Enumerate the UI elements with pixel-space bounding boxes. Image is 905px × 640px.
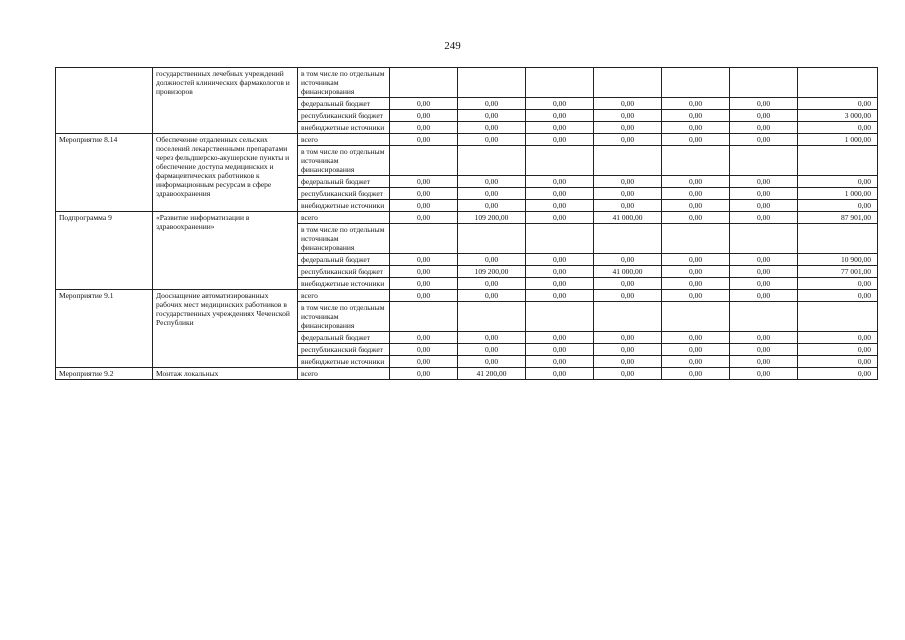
funding-source-cell: республиканский бюджет <box>298 110 390 122</box>
funding-source-cell: всего <box>298 290 390 302</box>
amount-cell <box>730 68 798 98</box>
amount-cell: 0,00 <box>526 332 594 344</box>
amount-cell: 0,00 <box>798 344 878 356</box>
amount-cell <box>526 302 594 332</box>
amount-cell: 0,00 <box>730 368 798 380</box>
amount-cell: 0,00 <box>526 134 594 146</box>
amount-cell: 0,00 <box>390 110 458 122</box>
funding-source-cell: внебюджетные источники <box>298 200 390 212</box>
amount-cell: 0,00 <box>798 122 878 134</box>
amount-cell: 87 901,00 <box>798 212 878 224</box>
amount-cell: 0,00 <box>730 200 798 212</box>
amount-cell: 0,00 <box>526 176 594 188</box>
item-code-cell: Подпрограмма 9 <box>56 212 153 290</box>
amount-cell: 0,00 <box>798 332 878 344</box>
amount-cell: 0,00 <box>458 134 526 146</box>
amount-cell: 0,00 <box>662 98 730 110</box>
amount-cell: 0,00 <box>526 356 594 368</box>
amount-cell <box>662 146 730 176</box>
amount-cell: 0,00 <box>526 266 594 278</box>
funding-source-cell: федеральный бюджет <box>298 254 390 266</box>
amount-cell: 0,00 <box>390 266 458 278</box>
amount-cell: 0,00 <box>594 356 662 368</box>
amount-cell: 41 000,00 <box>594 266 662 278</box>
amount-cell <box>730 302 798 332</box>
funding-source-cell: в том числе по отдельным источникам финансирования <box>298 146 390 176</box>
amount-cell: 0,00 <box>798 290 878 302</box>
amount-cell: 0,00 <box>798 278 878 290</box>
amount-cell: 0,00 <box>526 98 594 110</box>
amount-cell: 0,00 <box>594 332 662 344</box>
amount-cell: 0,00 <box>526 368 594 380</box>
amount-cell: 0,00 <box>798 200 878 212</box>
amount-cell: 0,00 <box>526 122 594 134</box>
amount-cell: 0,00 <box>730 212 798 224</box>
amount-cell <box>594 224 662 254</box>
page-number: 249 <box>444 40 461 52</box>
funding-source-cell: федеральный бюджет <box>298 176 390 188</box>
amount-cell: 1 000,00 <box>798 134 878 146</box>
amount-cell: 0,00 <box>662 368 730 380</box>
amount-cell: 0,00 <box>730 290 798 302</box>
funding-source-cell: республиканский бюджет <box>298 266 390 278</box>
amount-cell: 0,00 <box>798 368 878 380</box>
funding-source-cell: федеральный бюджет <box>298 98 390 110</box>
funding-source-cell: внебюджетные источники <box>298 278 390 290</box>
funding-source-cell: республиканский бюджет <box>298 344 390 356</box>
amount-cell <box>730 224 798 254</box>
amount-cell: 0,00 <box>526 254 594 266</box>
amount-cell <box>458 146 526 176</box>
amount-cell: 0,00 <box>526 188 594 200</box>
amount-cell <box>390 302 458 332</box>
item-code-cell: Мероприятие 8.14 <box>56 134 153 212</box>
amount-cell <box>458 302 526 332</box>
funding-source-cell: всего <box>298 212 390 224</box>
amount-cell: 1 000,00 <box>798 188 878 200</box>
table-row <box>56 212 878 224</box>
amount-cell: 0,00 <box>458 290 526 302</box>
amount-cell: 0,00 <box>526 278 594 290</box>
amount-cell: 0,00 <box>730 98 798 110</box>
amount-cell: 0,00 <box>730 188 798 200</box>
amount-cell: 0,00 <box>662 254 730 266</box>
amount-cell: 0,00 <box>458 176 526 188</box>
amount-cell: 0,00 <box>526 212 594 224</box>
amount-cell: 0,00 <box>594 110 662 122</box>
amount-cell: 0,00 <box>662 188 730 200</box>
amount-cell <box>526 68 594 98</box>
amount-cell: 0,00 <box>390 134 458 146</box>
amount-cell: 0,00 <box>798 356 878 368</box>
amount-cell <box>798 224 878 254</box>
funding-source-cell: в том числе по отдельным источникам финансирования <box>298 302 390 332</box>
amount-cell: 0,00 <box>730 332 798 344</box>
amount-cell: 0,00 <box>458 110 526 122</box>
amount-cell: 0,00 <box>390 290 458 302</box>
amount-cell: 0,00 <box>458 344 526 356</box>
amount-cell: 0,00 <box>662 212 730 224</box>
funding-source-cell: всего <box>298 134 390 146</box>
amount-cell: 0,00 <box>594 188 662 200</box>
amount-cell: 0,00 <box>662 344 730 356</box>
amount-cell: 0,00 <box>458 122 526 134</box>
amount-cell: 0,00 <box>390 122 458 134</box>
item-description-cell: «Развитие информатизации в здравоохранении» <box>153 212 298 290</box>
amount-cell <box>798 302 878 332</box>
amount-cell: 0,00 <box>458 332 526 344</box>
amount-cell: 0,00 <box>390 332 458 344</box>
amount-cell: 0,00 <box>526 200 594 212</box>
amount-cell: 0,00 <box>390 188 458 200</box>
amount-cell: 0,00 <box>458 188 526 200</box>
amount-cell: 0,00 <box>390 176 458 188</box>
amount-cell: 0,00 <box>390 356 458 368</box>
amount-cell: 0,00 <box>390 368 458 380</box>
amount-cell: 0,00 <box>390 344 458 356</box>
table-row <box>56 134 878 146</box>
amount-cell: 0,00 <box>458 254 526 266</box>
amount-cell: 0,00 <box>662 110 730 122</box>
amount-cell: 0,00 <box>662 176 730 188</box>
table-row <box>56 368 878 380</box>
amount-cell: 0,00 <box>594 368 662 380</box>
amount-cell: 0,00 <box>730 344 798 356</box>
item-description-cell: Обеспечение отдаленных сельских поселений лекарственными препаратами через фельдшерско-акушерские пункты и обеспечение доступа медицинских и фармацевтических работников к информационным ресурсам в сфере здравоохранения <box>153 134 298 212</box>
amount-cell: 10 900,00 <box>798 254 878 266</box>
table-row <box>56 68 878 98</box>
amount-cell: 0,00 <box>458 278 526 290</box>
funding-source-cell: в том числе по отдельным источникам финансирования <box>298 68 390 98</box>
item-code-cell: Мероприятие 9.2 <box>56 368 153 380</box>
amount-cell: 0,00 <box>730 110 798 122</box>
amount-cell: 0,00 <box>662 290 730 302</box>
funding-source-cell: всего <box>298 368 390 380</box>
amount-cell <box>594 68 662 98</box>
amount-cell: 0,00 <box>730 122 798 134</box>
amount-cell: 0,00 <box>526 290 594 302</box>
amount-cell <box>662 224 730 254</box>
amount-cell: 0,00 <box>594 290 662 302</box>
amount-cell: 0,00 <box>594 176 662 188</box>
item-code-cell <box>56 68 153 134</box>
amount-cell: 0,00 <box>730 356 798 368</box>
amount-cell <box>526 224 594 254</box>
amount-cell: 0,00 <box>594 278 662 290</box>
amount-cell <box>390 146 458 176</box>
amount-cell: 0,00 <box>798 176 878 188</box>
funding-source-cell: внебюджетные источники <box>298 122 390 134</box>
amount-cell: 0,00 <box>730 176 798 188</box>
amount-cell: 0,00 <box>390 212 458 224</box>
amount-cell: 0,00 <box>526 344 594 356</box>
amount-cell: 41 200,00 <box>458 368 526 380</box>
amount-cell: 0,00 <box>458 356 526 368</box>
amount-cell <box>798 146 878 176</box>
funding-table <box>55 67 878 380</box>
item-code-cell: Мероприятие 9.1 <box>56 290 153 368</box>
amount-cell <box>730 146 798 176</box>
item-description-cell: государственных лечебных учреждений должностей клинических фармакологов и провизоров <box>153 68 298 134</box>
amount-cell: 0,00 <box>730 278 798 290</box>
amount-cell: 0,00 <box>662 278 730 290</box>
amount-cell: 0,00 <box>662 266 730 278</box>
amount-cell: 109 200,00 <box>458 266 526 278</box>
funding-source-cell: в том числе по отдельным источникам финансирования <box>298 224 390 254</box>
amount-cell: 0,00 <box>526 110 594 122</box>
amount-cell <box>526 146 594 176</box>
amount-cell: 0,00 <box>594 200 662 212</box>
amount-cell <box>662 302 730 332</box>
amount-cell: 0,00 <box>594 122 662 134</box>
amount-cell: 0,00 <box>730 134 798 146</box>
amount-cell: 0,00 <box>458 200 526 212</box>
amount-cell: 0,00 <box>662 122 730 134</box>
amount-cell: 0,00 <box>662 332 730 344</box>
item-description-cell: Монтаж локальных <box>153 368 298 380</box>
amount-cell <box>594 302 662 332</box>
amount-cell: 0,00 <box>594 134 662 146</box>
amount-cell <box>458 68 526 98</box>
amount-cell: 0,00 <box>662 134 730 146</box>
amount-cell: 41 000,00 <box>594 212 662 224</box>
amount-cell <box>390 224 458 254</box>
amount-cell: 109 200,00 <box>458 212 526 224</box>
amount-cell <box>594 146 662 176</box>
amount-cell: 0,00 <box>390 200 458 212</box>
amount-cell <box>458 224 526 254</box>
amount-cell: 3 000,00 <box>798 110 878 122</box>
amount-cell <box>662 68 730 98</box>
amount-cell: 0,00 <box>730 254 798 266</box>
amount-cell: 0,00 <box>798 98 878 110</box>
amount-cell: 0,00 <box>458 98 526 110</box>
amount-cell <box>798 68 878 98</box>
funding-source-cell: республиканский бюджет <box>298 188 390 200</box>
amount-cell: 0,00 <box>662 200 730 212</box>
table-row <box>56 290 878 302</box>
amount-cell: 0,00 <box>390 254 458 266</box>
amount-cell <box>390 68 458 98</box>
item-description-cell: Дооснащение автоматизированных рабочих мест медицинских работников в государственных учреждениях Чеченской Республики <box>153 290 298 368</box>
amount-cell: 0,00 <box>594 254 662 266</box>
amount-cell: 77 001,00 <box>798 266 878 278</box>
amount-cell: 0,00 <box>662 356 730 368</box>
amount-cell: 0,00 <box>390 278 458 290</box>
funding-source-cell: внебюджетные источники <box>298 356 390 368</box>
amount-cell: 0,00 <box>390 98 458 110</box>
amount-cell: 0,00 <box>594 344 662 356</box>
amount-cell: 0,00 <box>594 98 662 110</box>
amount-cell: 0,00 <box>730 266 798 278</box>
funding-source-cell: федеральный бюджет <box>298 332 390 344</box>
